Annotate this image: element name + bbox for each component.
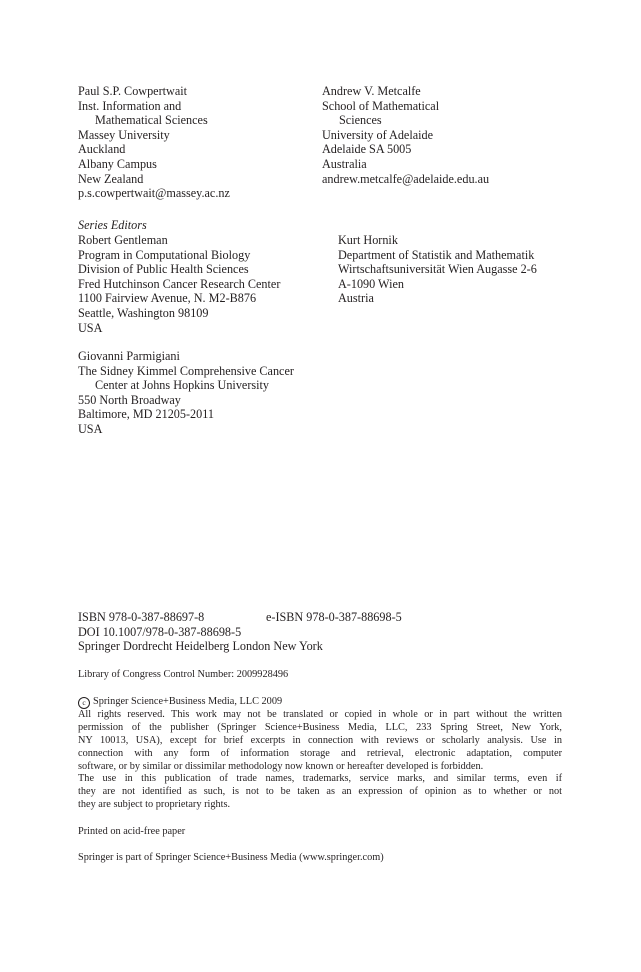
editor3-line4: 550 North Broadway [78, 392, 181, 407]
editor1-name: Robert Gentleman [78, 233, 168, 247]
editor2-name: Kurt Hornik [338, 233, 398, 247]
author1-dept-line2: Mathematical Sciences [95, 113, 208, 128]
editor2-line5: Austria [338, 291, 374, 306]
author2-city: Adelaide SA 5005 [322, 142, 412, 157]
author1-country: New Zealand [78, 171, 144, 186]
trademark-line-3: they are subject to proprietary rights. [78, 798, 231, 810]
trademark-line-1: The use in this publication of trade names, trademarks, service marks, and similar terms, even if [78, 773, 562, 784]
author2-country: Australia [322, 156, 367, 171]
rights-line-4: connection with any form of information storage and retrieval, electronic adaptation, computer [78, 747, 562, 759]
doi: DOI 10.1007/978-0-387-88698-5 [78, 625, 242, 639]
author1-address [78, 84, 230, 201]
author2-university: University of Adelaide [322, 127, 434, 142]
copyright-icon: c [78, 697, 90, 709]
rights-line-3: NY 10013, USA), except for brief excerpts in connection with reviews or scholarly analysis. Use in [78, 734, 562, 746]
springer-note: Springer is part of Springer Science+Business Media (www.springer.com) [78, 852, 384, 863]
series-editors-heading: Series Editors [78, 218, 147, 232]
editor2-line3: Wirtschaftsuniversität Wien Augasse 2-6 [338, 262, 537, 277]
rights-line-2: permission of the publisher (Springer Science+Business Media, LLC, 233 Spring Street, New York, [78, 721, 562, 733]
editor1-line6: Seattle, Washington 98109 [78, 305, 209, 320]
author1-city: Auckland [78, 142, 126, 157]
author1-email: p.s.cowpertwait@massey.ac.nz [78, 186, 230, 201]
copyright-holder-line [78, 696, 282, 709]
author2-dept-line2: Sciences [339, 113, 382, 128]
copyright-holder: Springer Science+Business Media, LLC 2009 [93, 696, 283, 707]
trademark-line-2: they are not identified as such, is not to be taken as an expression of opinion as to whether or not [78, 785, 562, 797]
author2-email: andrew.metcalfe@adelaide.edu.au [322, 171, 490, 186]
editor1-line2: Program in Computational Biology [78, 247, 251, 262]
editor2-line2: Department of Statistik and Mathematik [338, 247, 535, 262]
editor3-line5: Baltimore, MD 21205-2011 [78, 407, 214, 422]
author2-address [322, 84, 489, 186]
editor3-line3: Center at Johns Hopkins University [95, 378, 269, 393]
rights-line-1: All rights reserved. This work may not be translated or copied in whole or in part without the written [78, 709, 562, 720]
editor3-line2: The Sidney Kimmel Comprehensive Cancer [78, 363, 294, 378]
publisher-line: Springer Dordrecht Heidelberg London New York [78, 639, 323, 653]
editor1-line5: 1100 Fairview Avenue, N. M2-B876 [78, 291, 257, 306]
lccn: Library of Congress Control Number: 2009928496 [78, 669, 289, 680]
editor3-line6: USA [78, 421, 103, 436]
editor2-address [338, 233, 537, 306]
eisbn: e-ISBN 978-0-387-88698-5 [266, 610, 402, 624]
editor1-line4: Fred Hutchinson Cancer Research Center [78, 276, 281, 291]
author2-dept-line1: School of Mathematical [322, 98, 440, 113]
author1-dept-line1: Inst. Information and [78, 98, 182, 113]
rights-line-5: software, or by similar or dissimilar methodology now known or hereafter developed is forbidden. [78, 760, 484, 772]
trademark-paragraph [78, 773, 562, 812]
editor1-line7: USA [78, 320, 103, 335]
author1-campus: Albany Campus [78, 156, 157, 171]
author2-name: Andrew V. Metcalfe [322, 84, 421, 98]
editor2-line4: A-1090 Wien [338, 276, 404, 291]
author1-name: Paul S.P. Cowpertwait [78, 84, 188, 98]
editor1-address [78, 233, 280, 335]
editor3-address [78, 349, 294, 437]
isbn: ISBN 978-0-387-88697-8 [78, 610, 205, 624]
editor1-line3: Division of Public Health Sciences [78, 262, 249, 277]
acid-free-note: Printed on acid-free paper [78, 826, 186, 837]
rights-paragraph [78, 709, 562, 774]
author1-university: Massey University [78, 127, 170, 142]
editor3-name: Giovanni Parmigiani [78, 349, 180, 363]
